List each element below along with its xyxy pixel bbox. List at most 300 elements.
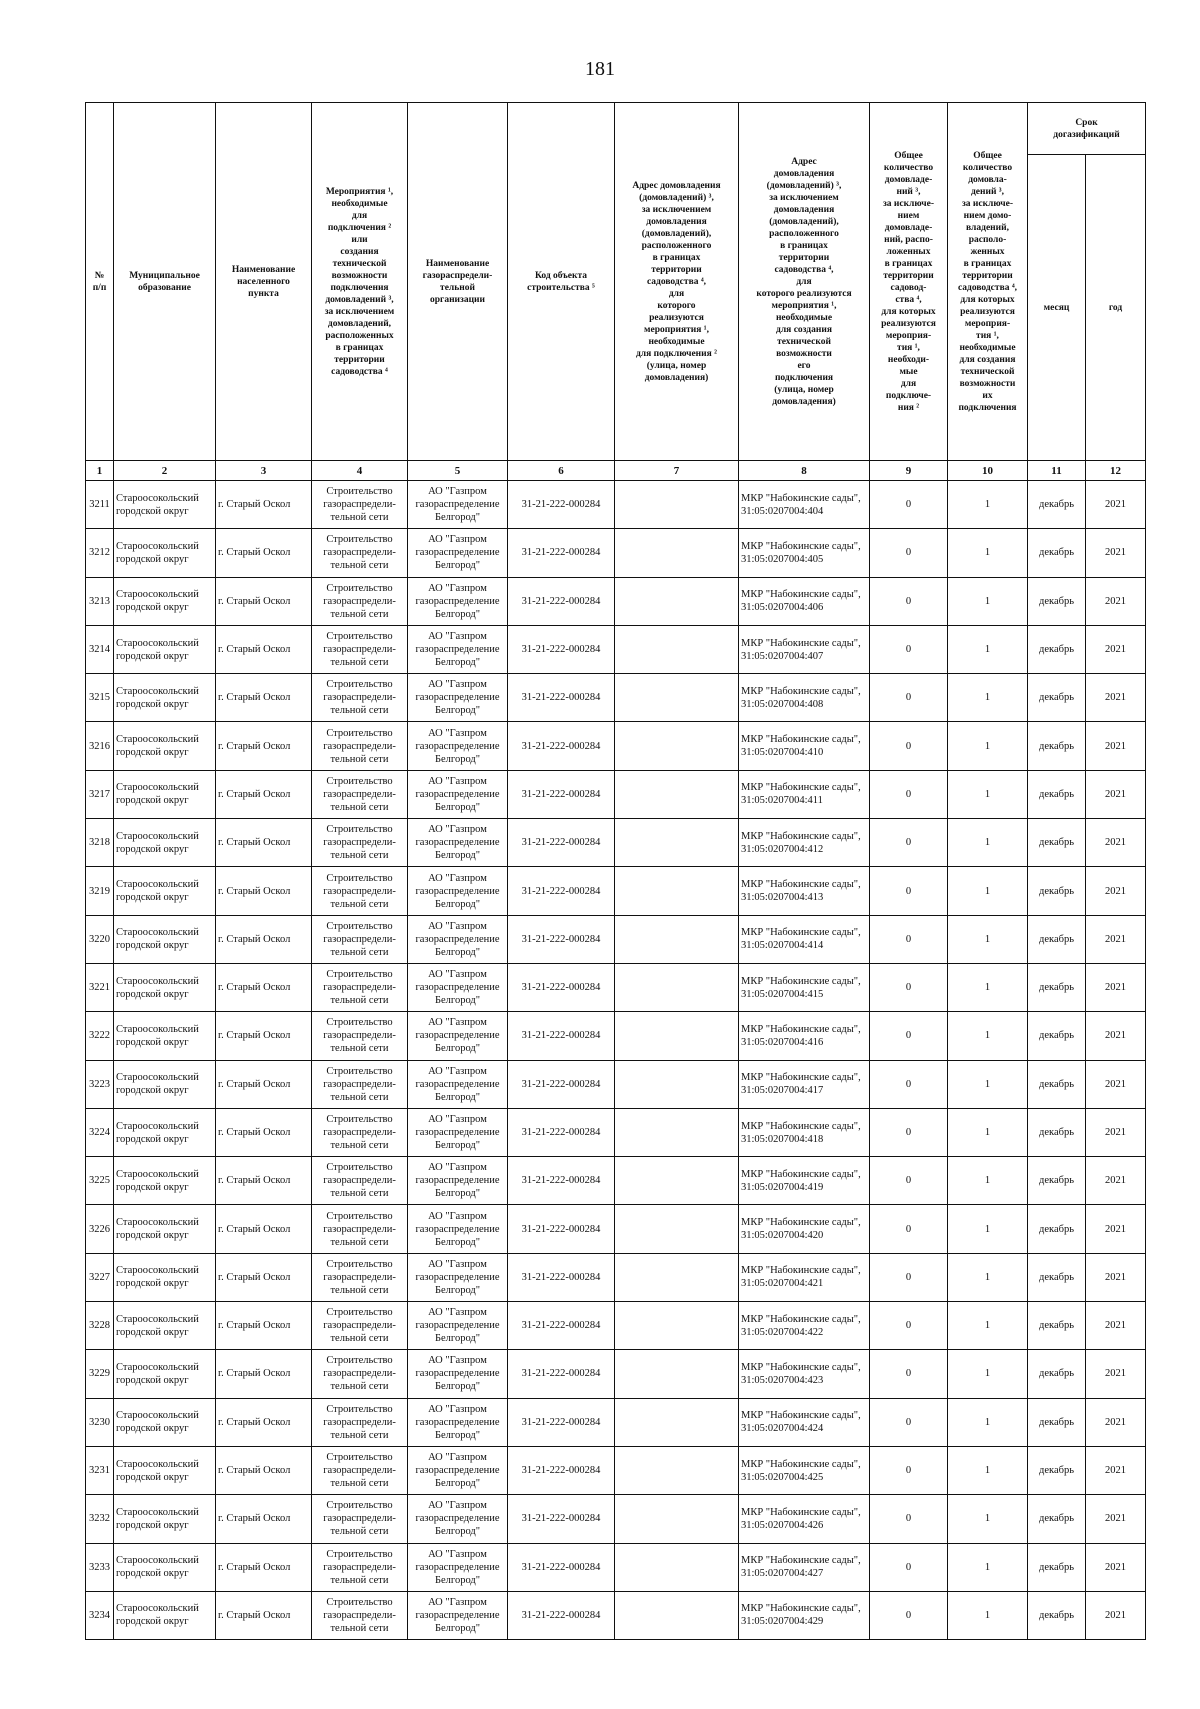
count-connection-cell: 0 <box>870 1012 948 1060</box>
count-connection-cell: 0 <box>870 1591 948 1639</box>
municipality-cell: Староосокольский городской округ <box>114 1108 216 1156</box>
object-code-cell: 31-21-222-000284 <box>508 674 615 722</box>
address-capacity-cell: МКР "Набокинские сады", 31:05:0207004:415 <box>739 963 870 1011</box>
settlement-cell: г. Старый Оскол <box>216 674 312 722</box>
gas-org-cell: АО "Газпром газораспределение Белгород" <box>408 1591 508 1639</box>
settlement-cell: г. Старый Оскол <box>216 1446 312 1494</box>
month-cell: декабрь <box>1028 1253 1086 1301</box>
year-cell: 2021 <box>1086 625 1146 673</box>
object-code-cell: 31-21-222-000284 <box>508 1253 615 1301</box>
year-cell: 2021 <box>1086 577 1146 625</box>
count-capacity-cell: 1 <box>948 1446 1028 1494</box>
table-row <box>86 1060 1146 1108</box>
settlement-cell: г. Старый Оскол <box>216 1157 312 1205</box>
object-code-cell: 31-21-222-000284 <box>508 1060 615 1108</box>
address-connection-cell <box>615 1398 739 1446</box>
settlement-cell: г. Старый Оскол <box>216 1495 312 1543</box>
measure-cell: Строительство газораспредели-тельной сети <box>312 1543 408 1591</box>
settlement-cell: г. Старый Оскол <box>216 1108 312 1156</box>
month-cell: декабрь <box>1028 1398 1086 1446</box>
table-row <box>86 963 1146 1011</box>
object-code-cell: 31-21-222-000284 <box>508 819 615 867</box>
table-row <box>86 1012 1146 1060</box>
year-cell: 2021 <box>1086 1495 1146 1543</box>
column-number-cell: 2 <box>114 461 216 481</box>
address-connection-cell <box>615 481 739 529</box>
count-connection-cell: 0 <box>870 722 948 770</box>
gas-org-cell: АО "Газпром газораспределение Белгород" <box>408 722 508 770</box>
address-connection-cell <box>615 1446 739 1494</box>
column-number-row <box>86 461 1146 481</box>
measure-cell: Строительство газораспредели-тельной сети <box>312 867 408 915</box>
month-cell: декабрь <box>1028 1157 1086 1205</box>
month-cell: декабрь <box>1028 722 1086 770</box>
count-connection-cell: 0 <box>870 1157 948 1205</box>
count-capacity-cell: 1 <box>948 867 1028 915</box>
month-cell: декабрь <box>1028 770 1086 818</box>
settlement-cell: г. Старый Оскол <box>216 1012 312 1060</box>
gas-org-cell: АО "Газпром газораспределение Белгород" <box>408 1012 508 1060</box>
address-capacity-cell: МКР "Набокинские сады", 31:05:0207004:417 <box>739 1060 870 1108</box>
municipality-cell: Староосокольский городской округ <box>114 915 216 963</box>
year-cell: 2021 <box>1086 529 1146 577</box>
gas-org-cell: АО "Газпром газораспределение Белгород" <box>408 770 508 818</box>
count-connection-cell: 0 <box>870 1350 948 1398</box>
row-number: 3211 <box>86 481 114 529</box>
object-code-cell: 31-21-222-000284 <box>508 1446 615 1494</box>
row-number: 3216 <box>86 722 114 770</box>
table-row <box>86 1350 1146 1398</box>
municipality-cell: Староосокольский городской округ <box>114 1446 216 1494</box>
month-cell: декабрь <box>1028 1350 1086 1398</box>
address-connection-cell <box>615 625 739 673</box>
month-cell: декабрь <box>1028 1495 1086 1543</box>
gas-org-cell: АО "Газпром газораспределение Белгород" <box>408 1205 508 1253</box>
row-number: 3223 <box>86 1060 114 1108</box>
year-cell: 2021 <box>1086 1205 1146 1253</box>
count-connection-cell: 0 <box>870 867 948 915</box>
row-number: 3219 <box>86 867 114 915</box>
count-connection-cell: 0 <box>870 625 948 673</box>
gas-org-cell: АО "Газпром газораспределение Белгород" <box>408 1253 508 1301</box>
header-cell-gas-org: Наименование газораспредели- тельной организации <box>408 103 508 461</box>
object-code-cell: 31-21-222-000284 <box>508 770 615 818</box>
address-capacity-cell: МКР "Набокинские сады", 31:05:0207004:427 <box>739 1543 870 1591</box>
column-number-cell: 12 <box>1086 461 1146 481</box>
address-capacity-cell: МКР "Набокинские сады", 31:05:0207004:410 <box>739 722 870 770</box>
table-row <box>86 674 1146 722</box>
month-cell: декабрь <box>1028 481 1086 529</box>
table-header <box>86 103 1146 481</box>
table-row <box>86 1398 1146 1446</box>
settlement-cell: г. Старый Оскол <box>216 1350 312 1398</box>
address-connection-cell <box>615 529 739 577</box>
row-number: 3224 <box>86 1108 114 1156</box>
year-cell: 2021 <box>1086 481 1146 529</box>
count-capacity-cell: 1 <box>948 625 1028 673</box>
table-body <box>86 481 1146 1640</box>
month-cell: декабрь <box>1028 867 1086 915</box>
header-cell-count-connection: Общее количество домовладе- ний ³, за исключе- нием домовладе- ний, распо- ложенных в границах территории садовод- ства ⁴, для которых реализуются мероприя- тия ¹, необходи- мые для подключе- ния ² <box>870 103 948 461</box>
address-connection-cell <box>615 577 739 625</box>
settlement-cell: г. Старый Оскол <box>216 577 312 625</box>
month-cell: декабрь <box>1028 1205 1086 1253</box>
row-number: 3218 <box>86 819 114 867</box>
municipality-cell: Староосокольский городской округ <box>114 722 216 770</box>
address-capacity-cell: МКР "Набокинские сады", 31:05:0207004:425 <box>739 1446 870 1494</box>
count-connection-cell: 0 <box>870 770 948 818</box>
object-code-cell: 31-21-222-000284 <box>508 1302 615 1350</box>
column-number-cell: 8 <box>739 461 870 481</box>
address-capacity-cell: МКР "Набокинские сады", 31:05:0207004:424 <box>739 1398 870 1446</box>
column-number-cell: 4 <box>312 461 408 481</box>
month-cell: декабрь <box>1028 819 1086 867</box>
row-number: 3222 <box>86 1012 114 1060</box>
month-cell: декабрь <box>1028 1591 1086 1639</box>
year-cell: 2021 <box>1086 1591 1146 1639</box>
count-capacity-cell: 1 <box>948 1495 1028 1543</box>
municipality-cell: Староосокольский городской округ <box>114 1591 216 1639</box>
object-code-cell: 31-21-222-000284 <box>508 625 615 673</box>
address-connection-cell <box>615 819 739 867</box>
municipality-cell: Староосокольский городской округ <box>114 674 216 722</box>
count-capacity-cell: 1 <box>948 770 1028 818</box>
row-number: 3230 <box>86 1398 114 1446</box>
row-number: 3214 <box>86 625 114 673</box>
object-code-cell: 31-21-222-000284 <box>508 1398 615 1446</box>
row-number: 3226 <box>86 1205 114 1253</box>
header-cell-number: № п/п <box>86 103 114 461</box>
row-number: 3217 <box>86 770 114 818</box>
object-code-cell: 31-21-222-000284 <box>508 1495 615 1543</box>
address-connection-cell <box>615 1302 739 1350</box>
address-capacity-cell: МКР "Набокинские сады", 31:05:0207004:413 <box>739 867 870 915</box>
municipality-cell: Староосокольский городской округ <box>114 577 216 625</box>
gas-org-cell: АО "Газпром газораспределение Белгород" <box>408 1302 508 1350</box>
object-code-cell: 31-21-222-000284 <box>508 1350 615 1398</box>
count-capacity-cell: 1 <box>948 1012 1028 1060</box>
address-connection-cell <box>615 1108 739 1156</box>
address-connection-cell <box>615 1350 739 1398</box>
address-connection-cell <box>615 963 739 1011</box>
month-cell: декабрь <box>1028 1302 1086 1350</box>
year-cell: 2021 <box>1086 674 1146 722</box>
year-cell: 2021 <box>1086 963 1146 1011</box>
measure-cell: Строительство газораспредели-тельной сети <box>312 529 408 577</box>
gas-org-cell: АО "Газпром газораспределение Белгород" <box>408 1060 508 1108</box>
settlement-cell: г. Старый Оскол <box>216 915 312 963</box>
address-capacity-cell: МКР "Набокинские сады", 31:05:0207004:407 <box>739 625 870 673</box>
object-code-cell: 31-21-222-000284 <box>508 867 615 915</box>
settlement-cell: г. Старый Оскол <box>216 1591 312 1639</box>
settlement-cell: г. Старый Оскол <box>216 819 312 867</box>
address-capacity-cell: МКР "Набокинские сады", 31:05:0207004:421 <box>739 1253 870 1301</box>
count-connection-cell: 0 <box>870 529 948 577</box>
gas-org-cell: АО "Газпром газораспределение Белгород" <box>408 963 508 1011</box>
table-row <box>86 625 1146 673</box>
month-cell: декабрь <box>1028 577 1086 625</box>
measure-cell: Строительство газораспредели-тельной сети <box>312 819 408 867</box>
gas-org-cell: АО "Газпром газораспределение Белгород" <box>408 625 508 673</box>
header-cell-count-capacity: Общее количество домовла- дений ³, за исключе- нием домо- владений, располо- женных в границах территории садоводства ⁴, для которых реализуются мероприя- тия ¹, необходимые для создания технической возможности их подключения <box>948 103 1028 461</box>
settlement-cell: г. Старый Оскол <box>216 770 312 818</box>
year-cell: 2021 <box>1086 1108 1146 1156</box>
year-cell: 2021 <box>1086 1060 1146 1108</box>
address-capacity-cell: МКР "Набокинские сады", 31:05:0207004:408 <box>739 674 870 722</box>
year-cell: 2021 <box>1086 1157 1146 1205</box>
gas-org-cell: АО "Газпром газораспределение Белгород" <box>408 867 508 915</box>
gas-org-cell: АО "Газпром газораспределение Белгород" <box>408 481 508 529</box>
table-row <box>86 867 1146 915</box>
measure-cell: Строительство газораспредели-тельной сети <box>312 1157 408 1205</box>
municipality-cell: Староосокольский городской округ <box>114 1012 216 1060</box>
object-code-cell: 31-21-222-000284 <box>508 1591 615 1639</box>
address-connection-cell <box>615 1495 739 1543</box>
address-capacity-cell: МКР "Набокинские сады", 31:05:0207004:416 <box>739 1012 870 1060</box>
measure-cell: Строительство газораспредели-тельной сети <box>312 722 408 770</box>
gas-org-cell: АО "Газпром газораспределение Белгород" <box>408 1108 508 1156</box>
count-capacity-cell: 1 <box>948 1543 1028 1591</box>
address-capacity-cell: МКР "Набокинские сады", 31:05:0207004:420 <box>739 1205 870 1253</box>
count-capacity-cell: 1 <box>948 722 1028 770</box>
table-row <box>86 915 1146 963</box>
municipality-cell: Староосокольский городской округ <box>114 1205 216 1253</box>
table-row <box>86 1108 1146 1156</box>
gas-org-cell: АО "Газпром газораспределение Белгород" <box>408 819 508 867</box>
header-cell-object-code: Код объекта строительства ⁵ <box>508 103 615 461</box>
settlement-cell: г. Старый Оскол <box>216 1253 312 1301</box>
municipality-cell: Староосокольский городской округ <box>114 529 216 577</box>
month-cell: декабрь <box>1028 529 1086 577</box>
table-row <box>86 819 1146 867</box>
settlement-cell: г. Старый Оскол <box>216 722 312 770</box>
measure-cell: Строительство газораспредели-тельной сети <box>312 625 408 673</box>
year-cell: 2021 <box>1086 1253 1146 1301</box>
settlement-cell: г. Старый Оскол <box>216 1302 312 1350</box>
gas-org-cell: АО "Газпром газораспределение Белгород" <box>408 1543 508 1591</box>
table-row <box>86 722 1146 770</box>
gas-org-cell: АО "Газпром газораспределение Белгород" <box>408 577 508 625</box>
municipality-cell: Староосокольский городской округ <box>114 1302 216 1350</box>
municipality-cell: Староосокольский городской округ <box>114 481 216 529</box>
measure-cell: Строительство газораспредели-тельной сети <box>312 1350 408 1398</box>
municipality-cell: Староосокольский городской округ <box>114 1350 216 1398</box>
table-row <box>86 1591 1146 1639</box>
measure-cell: Строительство газораспредели-тельной сети <box>312 1205 408 1253</box>
count-capacity-cell: 1 <box>948 1591 1028 1639</box>
row-number: 3221 <box>86 963 114 1011</box>
gas-org-cell: АО "Газпром газораспределение Белгород" <box>408 674 508 722</box>
address-connection-cell <box>615 1543 739 1591</box>
address-connection-cell <box>615 674 739 722</box>
address-capacity-cell: МКР "Набокинские сады", 31:05:0207004:414 <box>739 915 870 963</box>
municipality-cell: Староосокольский городской округ <box>114 963 216 1011</box>
count-capacity-cell: 1 <box>948 963 1028 1011</box>
address-connection-cell <box>615 1012 739 1060</box>
object-code-cell: 31-21-222-000284 <box>508 915 615 963</box>
table-row <box>86 529 1146 577</box>
object-code-cell: 31-21-222-000284 <box>508 1108 615 1156</box>
row-number: 3234 <box>86 1591 114 1639</box>
month-cell: декабрь <box>1028 1446 1086 1494</box>
municipality-cell: Староосокольский городской округ <box>114 1060 216 1108</box>
measure-cell: Строительство газораспредели-тельной сети <box>312 963 408 1011</box>
column-number-cell: 11 <box>1028 461 1086 481</box>
year-cell: 2021 <box>1086 867 1146 915</box>
gas-org-cell: АО "Газпром газораспределение Белгород" <box>408 1495 508 1543</box>
gas-org-cell: АО "Газпром газораспределение Белгород" <box>408 529 508 577</box>
address-capacity-cell: МКР "Набокинские сады", 31:05:0207004:418 <box>739 1108 870 1156</box>
count-capacity-cell: 1 <box>948 1253 1028 1301</box>
month-cell: декабрь <box>1028 674 1086 722</box>
count-connection-cell: 0 <box>870 963 948 1011</box>
year-cell: 2021 <box>1086 819 1146 867</box>
count-connection-cell: 0 <box>870 1302 948 1350</box>
row-number: 3212 <box>86 529 114 577</box>
table-row <box>86 1157 1146 1205</box>
settlement-cell: г. Старый Оскол <box>216 1543 312 1591</box>
count-capacity-cell: 1 <box>948 577 1028 625</box>
object-code-cell: 31-21-222-000284 <box>508 481 615 529</box>
header-cell-month: месяц <box>1028 155 1086 461</box>
column-number-cell: 1 <box>86 461 114 481</box>
count-capacity-cell: 1 <box>948 1398 1028 1446</box>
object-code-cell: 31-21-222-000284 <box>508 1157 615 1205</box>
settlement-cell: г. Старый Оскол <box>216 963 312 1011</box>
gas-org-cell: АО "Газпром газораспределение Белгород" <box>408 1446 508 1494</box>
address-connection-cell <box>615 770 739 818</box>
object-code-cell: 31-21-222-000284 <box>508 1012 615 1060</box>
year-cell: 2021 <box>1086 915 1146 963</box>
municipality-cell: Староосокольский городской округ <box>114 1253 216 1301</box>
address-capacity-cell: МКР "Набокинские сады", 31:05:0207004:423 <box>739 1350 870 1398</box>
count-connection-cell: 0 <box>870 915 948 963</box>
year-cell: 2021 <box>1086 770 1146 818</box>
table-row <box>86 770 1146 818</box>
address-connection-cell <box>615 915 739 963</box>
count-connection-cell: 0 <box>870 674 948 722</box>
header-cell-term-group: Срок догазификаций <box>1028 103 1146 155</box>
object-code-cell: 31-21-222-000284 <box>508 577 615 625</box>
settlement-cell: г. Старый Оскол <box>216 625 312 673</box>
settlement-cell: г. Старый Оскол <box>216 529 312 577</box>
year-cell: 2021 <box>1086 1446 1146 1494</box>
municipality-cell: Староосокольский городской округ <box>114 625 216 673</box>
municipality-cell: Староосокольский городской округ <box>114 1157 216 1205</box>
measure-cell: Строительство газораспредели-тельной сети <box>312 674 408 722</box>
address-capacity-cell: МКР "Набокинские сады", 31:05:0207004:412 <box>739 819 870 867</box>
measure-cell: Строительство газораспредели-тельной сети <box>312 1495 408 1543</box>
measure-cell: Строительство газораспредели-тельной сети <box>312 1446 408 1494</box>
registry-table <box>85 102 1146 1640</box>
object-code-cell: 31-21-222-000284 <box>508 1543 615 1591</box>
column-number-cell: 7 <box>615 461 739 481</box>
header-cell-measures: Мероприятия ¹, необходимые для подключения ² или создания технической возможности подключения домовладений ³, за исключением домовладений, расположенных в границах территории садоводства ⁴ <box>312 103 408 461</box>
year-cell: 2021 <box>1086 722 1146 770</box>
settlement-cell: г. Старый Оскол <box>216 1205 312 1253</box>
gas-org-cell: АО "Газпром газораспределение Белгород" <box>408 1398 508 1446</box>
address-capacity-cell: МКР "Набокинские сады", 31:05:0207004:419 <box>739 1157 870 1205</box>
municipality-cell: Староосокольский городской округ <box>114 819 216 867</box>
count-connection-cell: 0 <box>870 1398 948 1446</box>
month-cell: декабрь <box>1028 1060 1086 1108</box>
municipality-cell: Староосокольский городской округ <box>114 867 216 915</box>
row-number: 3220 <box>86 915 114 963</box>
count-connection-cell: 0 <box>870 1108 948 1156</box>
count-connection-cell: 0 <box>870 1205 948 1253</box>
count-connection-cell: 0 <box>870 1543 948 1591</box>
row-number: 3227 <box>86 1253 114 1301</box>
year-cell: 2021 <box>1086 1543 1146 1591</box>
column-number-cell: 6 <box>508 461 615 481</box>
count-connection-cell: 0 <box>870 1060 948 1108</box>
count-connection-cell: 0 <box>870 1446 948 1494</box>
table-row <box>86 1446 1146 1494</box>
municipality-cell: Староосокольский городской округ <box>114 1495 216 1543</box>
object-code-cell: 31-21-222-000284 <box>508 963 615 1011</box>
gas-org-cell: АО "Газпром газораспределение Белгород" <box>408 915 508 963</box>
table-row <box>86 1302 1146 1350</box>
address-capacity-cell: МКР "Набокинские сады", 31:05:0207004:411 <box>739 770 870 818</box>
count-capacity-cell: 1 <box>948 1205 1028 1253</box>
address-capacity-cell: МКР "Набокинские сады", 31:05:0207004:426 <box>739 1495 870 1543</box>
column-number-cell: 5 <box>408 461 508 481</box>
page-number: 181 <box>585 58 615 80</box>
row-number: 3233 <box>86 1543 114 1591</box>
row-number: 3228 <box>86 1302 114 1350</box>
count-capacity-cell: 1 <box>948 481 1028 529</box>
measure-cell: Строительство газораспредели-тельной сети <box>312 1253 408 1301</box>
count-capacity-cell: 1 <box>948 674 1028 722</box>
measure-cell: Строительство газораспредели-тельной сети <box>312 915 408 963</box>
address-capacity-cell: МКР "Набокинские сады", 31:05:0207004:405 <box>739 529 870 577</box>
settlement-cell: г. Старый Оскол <box>216 1060 312 1108</box>
row-number: 3231 <box>86 1446 114 1494</box>
measure-cell: Строительство газораспредели-тельной сети <box>312 1060 408 1108</box>
settlement-cell: г. Старый Оскол <box>216 481 312 529</box>
count-capacity-cell: 1 <box>948 819 1028 867</box>
measure-cell: Строительство газораспредели-тельной сети <box>312 481 408 529</box>
year-cell: 2021 <box>1086 1012 1146 1060</box>
row-number: 3215 <box>86 674 114 722</box>
address-connection-cell <box>615 722 739 770</box>
address-capacity-cell: МКР "Набокинские сады", 31:05:0207004:406 <box>739 577 870 625</box>
month-cell: декабрь <box>1028 1108 1086 1156</box>
municipality-cell: Староосокольский городской округ <box>114 1543 216 1591</box>
month-cell: декабрь <box>1028 915 1086 963</box>
count-capacity-cell: 1 <box>948 1060 1028 1108</box>
table-row <box>86 1495 1146 1543</box>
row-number: 3229 <box>86 1350 114 1398</box>
column-number-cell: 3 <box>216 461 312 481</box>
municipality-cell: Староосокольский городской округ <box>114 770 216 818</box>
row-number: 3232 <box>86 1495 114 1543</box>
row-number: 3213 <box>86 577 114 625</box>
column-number-cell: 9 <box>870 461 948 481</box>
count-connection-cell: 0 <box>870 819 948 867</box>
address-connection-cell <box>615 1253 739 1301</box>
count-connection-cell: 0 <box>870 577 948 625</box>
measure-cell: Строительство газораспредели-тельной сети <box>312 577 408 625</box>
header-cell-address-connection: Адрес домовладения (домовладений) ³, за исключением домовладения (домовладений), расположенного в границах территории садоводства ⁴, для которого реализуются мероприятия ¹, необходимые для подключения ² (улица, номер домовладения) <box>615 103 739 461</box>
address-capacity-cell: МКР "Набокинские сады", 31:05:0207004:404 <box>739 481 870 529</box>
count-capacity-cell: 1 <box>948 915 1028 963</box>
count-connection-cell: 0 <box>870 1253 948 1301</box>
header-cell-municipality: Муниципальное образование <box>114 103 216 461</box>
settlement-cell: г. Старый Оскол <box>216 1398 312 1446</box>
month-cell: декабрь <box>1028 625 1086 673</box>
object-code-cell: 31-21-222-000284 <box>508 722 615 770</box>
